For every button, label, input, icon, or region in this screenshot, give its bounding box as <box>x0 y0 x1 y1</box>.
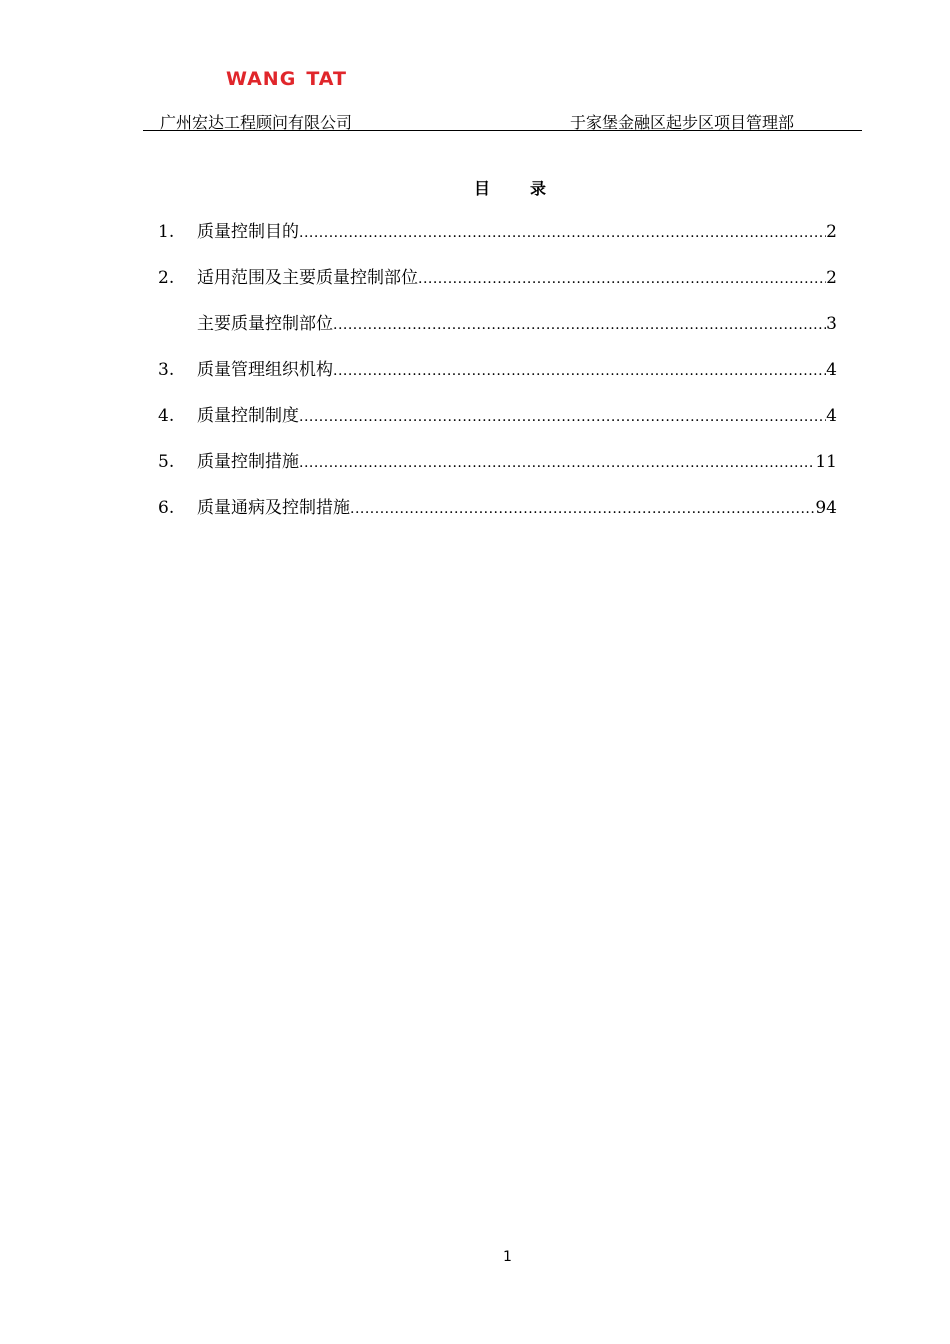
toc-entry[interactable] <box>158 401 837 425</box>
toc-entry-number: 3. <box>158 360 175 379</box>
toc-entry[interactable] <box>158 447 837 471</box>
toc-entry-title[interactable]: 质量控制制度 <box>197 406 299 425</box>
toc-entry[interactable] <box>158 355 837 379</box>
toc-leader-dots <box>299 409 826 425</box>
toc-entry-title[interactable]: 质量控制目的 <box>197 222 299 241</box>
toc-entry[interactable] <box>158 493 837 517</box>
toc-entry-page: 2 <box>826 222 837 241</box>
logo-word-tat: TAT <box>306 68 347 90</box>
toc-leader-dots <box>418 271 826 287</box>
toc-entry-page: 4 <box>826 360 837 379</box>
header-project-name: 于家堡金融区起步区项目管理部 <box>570 113 795 132</box>
toc-entry-number: 1. <box>158 222 175 241</box>
toc-entry-title[interactable]: 质量控制措施 <box>197 452 299 471</box>
toc-entry-number: 2. <box>158 268 175 287</box>
toc-entry-page: 4 <box>826 406 837 425</box>
toc-leader-dots <box>333 363 826 379</box>
toc-entry-page: 11 <box>815 452 837 471</box>
toc-entry-number: 6. <box>158 498 175 517</box>
toc-title <box>474 176 546 199</box>
toc-entry[interactable] <box>158 217 837 241</box>
toc-leader-dots <box>299 225 826 241</box>
toc-leader-dots <box>333 317 826 333</box>
toc-leader-dots <box>299 455 815 471</box>
toc-title-char-2: 录 <box>530 179 547 198</box>
header-company-name: 广州宏达工程顾问有限公司 <box>160 113 353 132</box>
toc-entry-page: 3 <box>826 314 837 333</box>
toc-entry-page: 2 <box>826 268 837 287</box>
toc-entry-title[interactable]: 质量管理组织机构 <box>197 360 333 379</box>
company-logo <box>226 68 347 90</box>
header-divider <box>143 130 862 131</box>
toc-entry-title[interactable]: 主要质量控制部位 <box>197 314 333 333</box>
toc-entry-title[interactable]: 质量通病及控制措施 <box>197 498 350 517</box>
toc-entry-title[interactable]: 适用范围及主要质量控制部位 <box>197 268 418 287</box>
toc-entry[interactable] <box>158 263 837 287</box>
toc-entry-number: 4. <box>158 406 175 425</box>
toc-entry-page: 94 <box>815 498 837 517</box>
toc-leader-dots <box>350 501 815 517</box>
toc-entry[interactable] <box>158 309 837 333</box>
toc-entry-number: 5. <box>158 452 175 471</box>
page-number: 1 <box>503 1249 512 1265</box>
toc-title-char-1: 目 <box>474 179 491 198</box>
logo-word-wang: WANG <box>226 68 297 90</box>
